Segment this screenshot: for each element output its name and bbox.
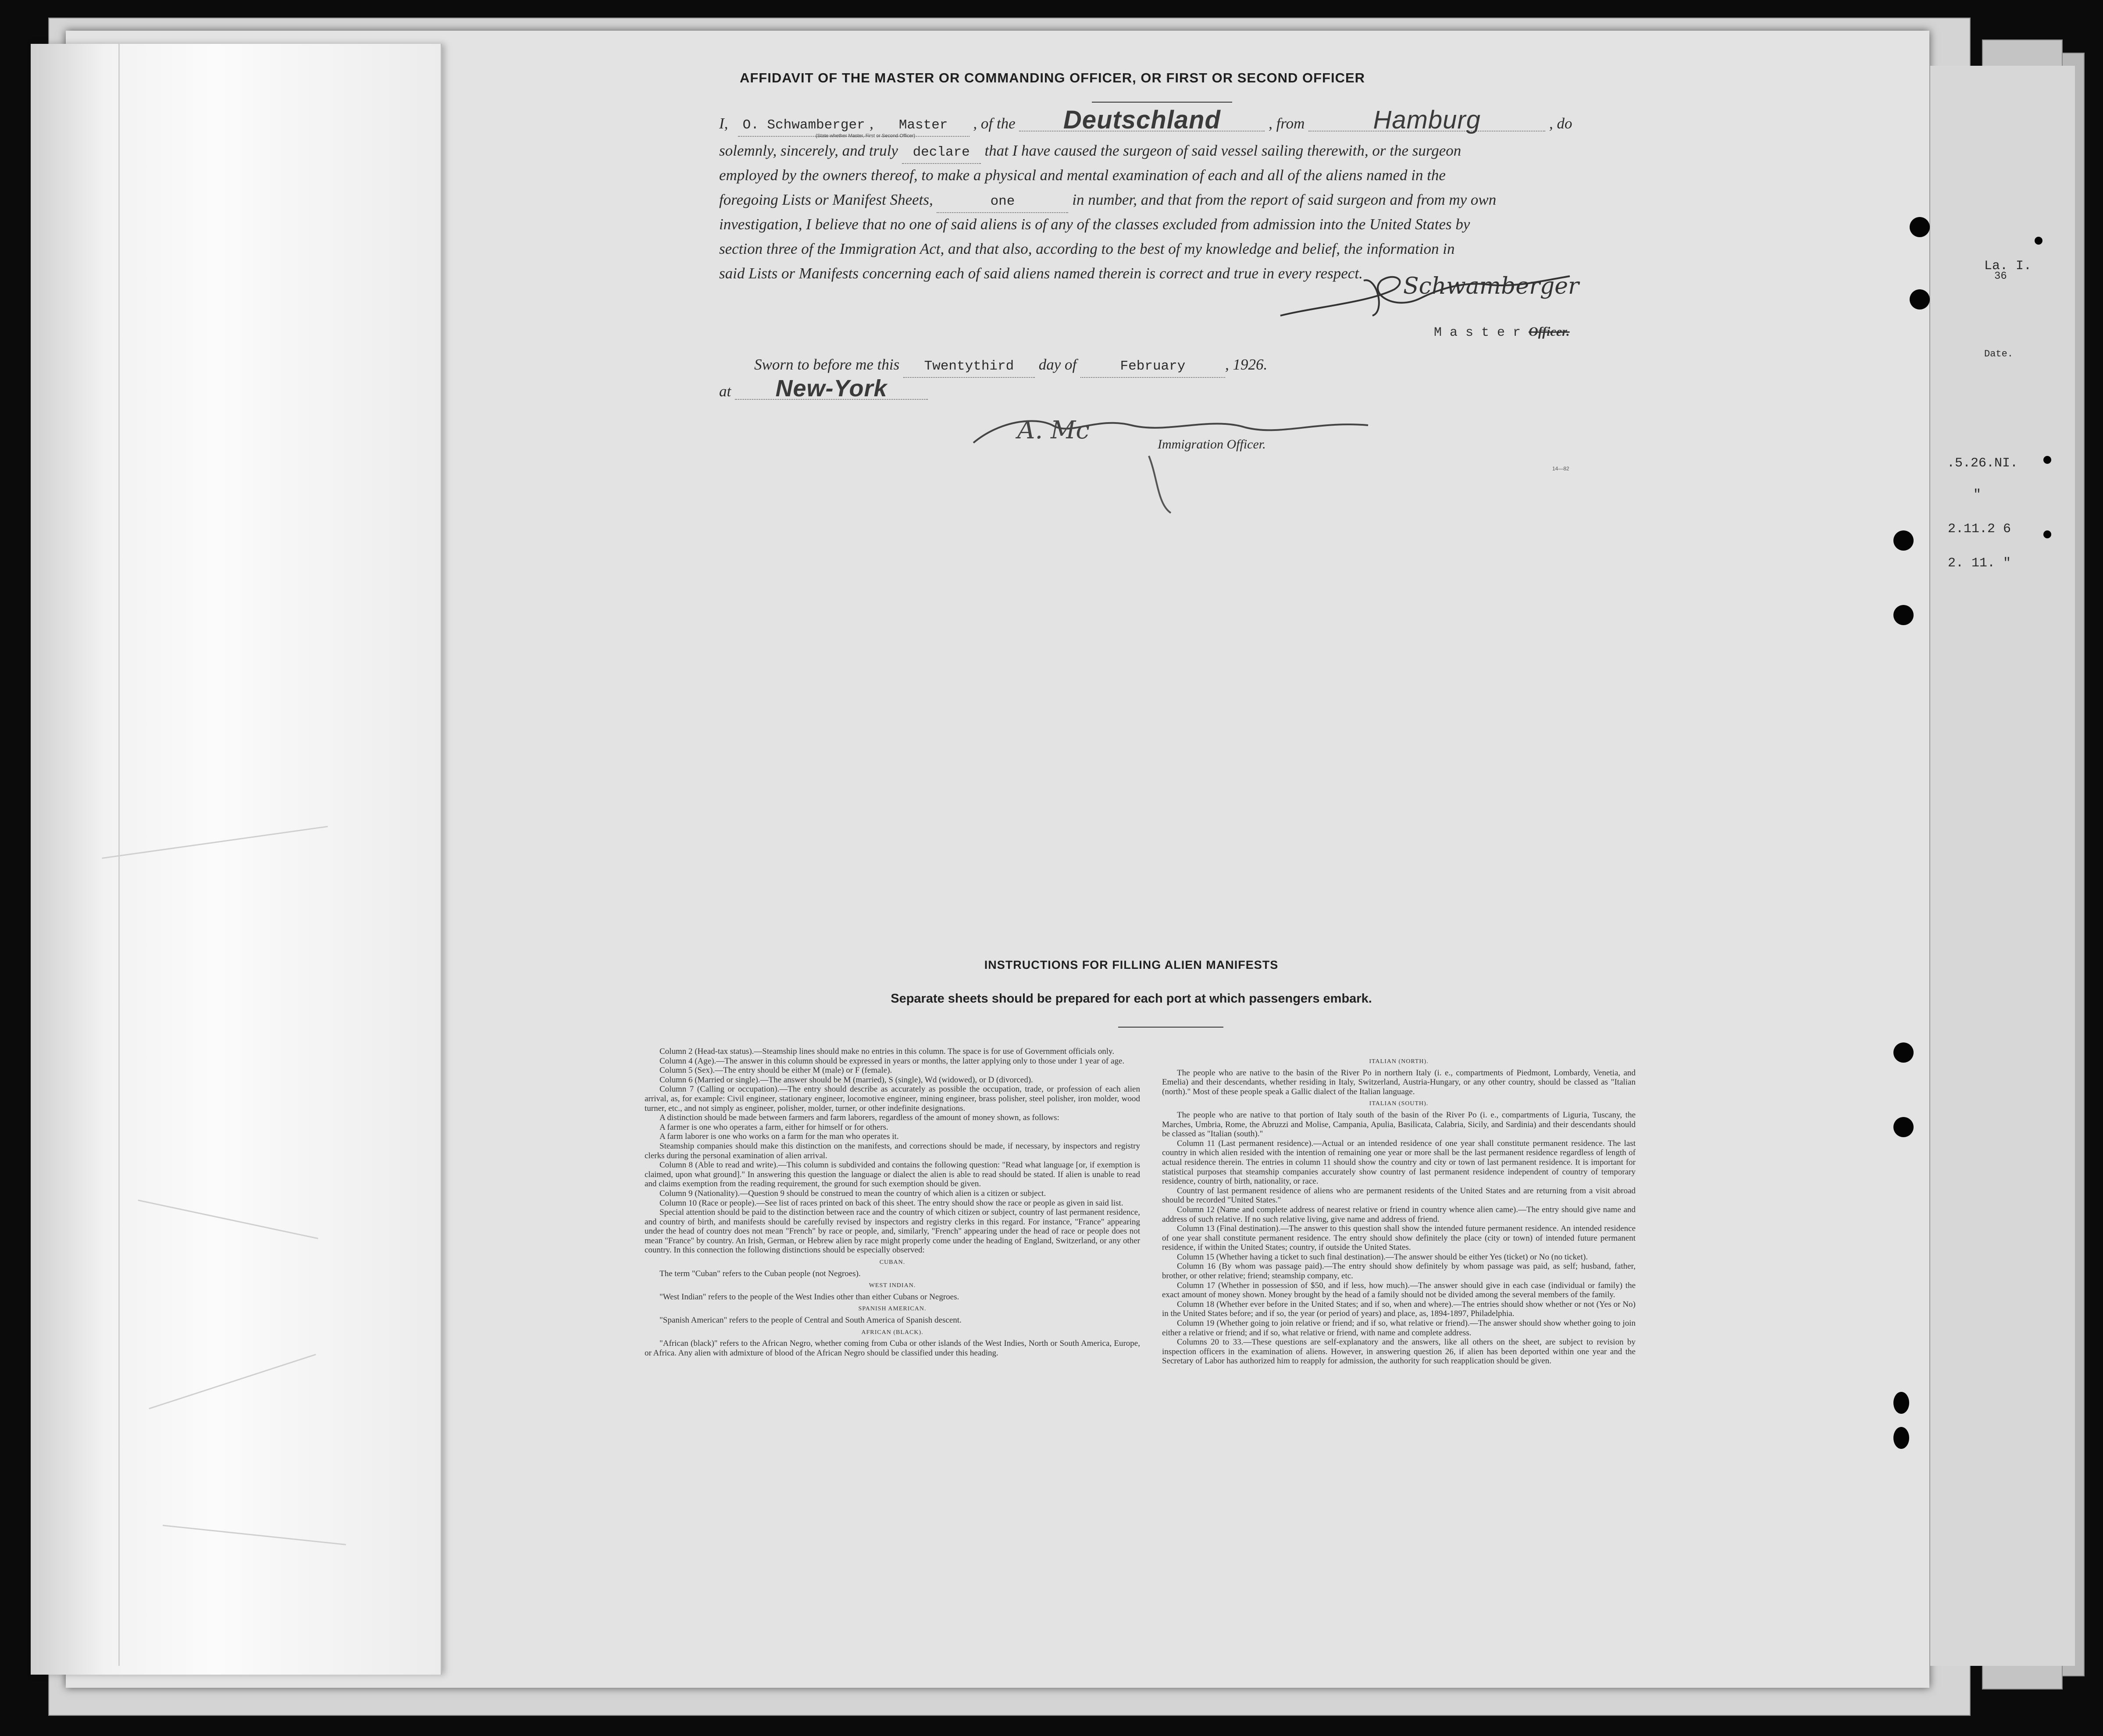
vessel-name-stamp: Deutschland — [1019, 110, 1265, 132]
master-signature — [1263, 263, 1596, 329]
sworn-place-line — [719, 375, 928, 402]
immigration-officer-title: Immigration Officer. — [1158, 437, 1266, 452]
tiny-form-mark: 14—82 — [1552, 466, 1569, 472]
punch-hole — [2035, 237, 2042, 245]
of-the-text: , of the — [973, 115, 1016, 132]
punch-hole — [2043, 530, 2051, 538]
sworn-place-stamp: New-York — [735, 378, 928, 400]
at-label: at — [719, 383, 731, 400]
instructions-title: INSTRUCTIONS FOR FILLING ALIEN MANIFESTS — [984, 958, 1279, 971]
instructions.right_paragraphs-paragraph: Country of last permanent residence of aliens who are permanent residents of the United States and are returning from a visit abroad should be recorded "United States." — [1162, 1186, 1636, 1205]
instructions.left_paragraphs-paragraph: A farm laborer is one who works on a farm for the man who operates it. — [659, 1132, 899, 1142]
port-stamp: Hamburg — [1308, 110, 1545, 132]
sworn-line — [754, 354, 1267, 378]
instructions-rule — [1118, 1027, 1223, 1028]
side-note: 2.11.2 6 — [1948, 522, 2011, 537]
section-heading: ITALIAN (NORTH). — [1369, 1058, 1429, 1065]
side-note: La. I. — [1984, 259, 2032, 274]
side-note: 2. 11. " — [1948, 556, 2011, 571]
signer-title — [1434, 324, 1570, 340]
section-text: "Spanish American" refers to the people of Central and South America of Spanish descent. — [659, 1316, 962, 1325]
instructions.right_paragraphs-paragraph: Columns 20 to 33.—These questions are self-explanatory and the answers, like all others on the sheet, are subject to revision by inspection officers in the examination of aliens. However, in answering question 26, if alien has been deported within one year and the Secretary of Labor has authorized him to reapply for admission, the authority for such reapplication should be given. — [1162, 1338, 1636, 1366]
section-text: The term "Cuban" refers to the Cuban people (not Negroes). — [659, 1269, 861, 1278]
punch-hole — [1910, 217, 1930, 237]
instructions.right_paragraphs-paragraph: Column 16 (By whom was passage paid).—The entry should show definitely by whom passage was paid, as self; husband, father, brother, or other relative; friend; steamship company, etc. — [1162, 1262, 1636, 1281]
rank-field: Master — [877, 115, 970, 137]
instructions.left_paragraphs-paragraph: Special attention should be paid to the distinction between race and the country of which citizen or subject, country of last permanent residence, and country of birth, and manifests should be carefully revised by inspectors and registry clerks in this regard. For instance, "France" appearing under the head of country does not mean "French" by race or people, and, similarly, "French" appearing under the head of race or people does not mean "France" by country. An Irish, German, or Hebrew alien by race might properly come under the heading of England, Switzerland, or any other country. In this connection the following distinctions should be especially observed: — [645, 1208, 1140, 1255]
sworn-month-field: February — [1080, 356, 1225, 378]
instructions.right_paragraphs-paragraph: Column 17 (Whether in possession of $50, and if less, how much).—The answer should give in each case (individual or family) the exact amount of money shown. Money brought by the head of a family should not be divided among the several members of the family. — [1162, 1281, 1636, 1300]
line4-text: foregoing Lists or Manifest Sheets, — [719, 191, 933, 208]
line4-text: in number, and that from the report of said surgeon and from my own — [1072, 191, 1497, 208]
sheet-count-field: one — [937, 191, 1068, 213]
punch-hole — [1893, 530, 1914, 551]
instructions.right_paragraphs-paragraph: Column 18 (Whether ever before in the United States; and if so, when and where).—The entries should show whether or not (Yes or No) in the United States before; and if so, the year (or period of years) and place, as, 1894-1897, Philadelphia. — [1162, 1299, 1636, 1319]
line2-text: that I have caused the surgeon of said vessel sailing therewith, or the surgeon — [984, 142, 1461, 159]
side-note: Date. — [1984, 349, 2014, 359]
title-rule — [1092, 102, 1232, 103]
immigration-officer-signature — [965, 403, 1386, 517]
instructions.right_paragraphs-paragraph: Column 13 (Final destination).—The answer to this question shall show the intended future permanent residence. An intended residence of one year shall constitute permanent residence. The entry should show definitely the place (city or town) of intended future permanent residence, if within the United States; country, if outside the United States. — [1162, 1224, 1636, 1252]
affidavit-line-6: section three of the Immigration Act, and that also, according to the best of my knowledge and belief, the information in — [719, 240, 1455, 257]
instructions.left_paragraphs-paragraph: Column 6 (Married or single).—The answer should be M (married), S (single), Wd (widowed), or D (divorced). — [659, 1075, 1033, 1085]
instructions-right-column — [1162, 1054, 1636, 1366]
affidavit-line-2 — [719, 140, 1461, 164]
section-text: The people who are native to the basin of the River Po in northern Italy (i. e., compartments of Piedmont, Lombardy, Venetia, and Emelia) and their descendants, whether residing in Italy, Switzerland, Austria-Hungary, or any other country, should be classed as "Italian (north)." Most of these people speak a Gallic dialect of the Italian language. — [1162, 1068, 1636, 1096]
punch-hole — [1910, 289, 1930, 309]
section-text: The people who are native to that portion of Italy south of the basin of the River Po (i. e., compartments of Liguria, Tuscany, the Marches, Umbria, Rome, the Abruzzi and Molise, Campania, Apulia, Basilicata, Calabria, Sicily, and Sardinia) and their descendants should be classed as "Italian (south)." — [1162, 1110, 1636, 1139]
officer-name-field: O. Schwamberger — [738, 115, 870, 137]
sworn-day-field: Twentythird — [903, 356, 1035, 378]
instructions.right_paragraphs-paragraph: Column 15 (Whether having a ticket to such final destination).—The answer should be either Yes (ticket) or No (no ticket). — [1177, 1252, 1588, 1262]
officer-signature-text: A. Mc — [1017, 416, 1090, 445]
sworn-text: day of — [1038, 356, 1077, 373]
instructions.left_paragraphs-paragraph: Column 9 (Nationality).—Question 9 should be construed to mean the country of which alien is a citizen or subject. — [659, 1188, 1046, 1198]
instructions.left_paragraphs-paragraph: Column 5 (Sex).—The entry should be either M (male) or F (female). — [659, 1066, 892, 1075]
rank-caption: (State whether Master, First or Second Officer) — [816, 133, 916, 139]
do-text: , do — [1549, 115, 1572, 132]
sworn-text: Sworn to before me this — [754, 356, 900, 373]
section-text: "African (black)" refers to the African Negro, whether coming from Cuba or other islands of the West Indies, North or South America, Europe, or Africa. Any alien with admixture of blood of the African Negro should be classified under this heading. — [645, 1339, 1140, 1358]
struck-title-text: Officer. — [1529, 324, 1570, 339]
instructions.left_paragraphs-paragraph: A distinction should be made between farmers and farm laborers, regardless of the amount of money shown, as follows: — [659, 1113, 1059, 1123]
declare-field: declare — [902, 142, 981, 164]
right-margin-strip — [1929, 66, 2075, 1666]
instructions-left-column — [645, 1047, 1140, 1358]
signer-title-text: M a s t e r — [1434, 325, 1521, 340]
punch-hole — [1893, 605, 1914, 625]
section-heading: AFRICAN (BLACK). — [861, 1329, 923, 1336]
instructions.left_paragraphs-paragraph: Column 10 (Race or people).—See list of races printed on back of this sheet. The entry should show the race or people as given in said list. — [659, 1198, 1123, 1208]
instructions.right_paragraphs-paragraph: Column 19 (Whether going to join relative or friend; and if so, what relative or friend).—The answer should show whether going to join either a relative or friend; and if so, what relative or friend, with name and complete address. — [1162, 1319, 1636, 1338]
line2-text: solemnly, sincerely, and truly — [719, 142, 898, 159]
instructions.left_paragraphs-paragraph: Steamship companies should make this distinction on the manifests, and corrections should be made, if necessary, by inspectors and registry clerks during the personal examination of alien arrival. — [645, 1141, 1140, 1160]
affidavit-line-5: investigation, I believe that no one of said aliens is of any of the classes excluded from admission into the United States by — [719, 216, 1470, 233]
instructions.left_paragraphs-paragraph: Column 4 (Age).—The answer in this column should be expressed in years or months, the latter applying only to those under 1 year of age. — [659, 1056, 1125, 1066]
from-text: , from — [1269, 115, 1305, 132]
affidavit-title: AFFIDAVIT OF THE MASTER OR COMMANDING OFFICER, OR FIRST OR SECOND OFFICER — [739, 70, 1365, 85]
instructions.right_paragraphs-paragraph: Column 12 (Name and complete address of nearest relative or friend in country whence alien came).—The entry should give name and address of such relative. If no such relative living, give name and address of friend. — [1162, 1205, 1636, 1224]
section-heading: CUBAN. — [879, 1259, 905, 1266]
instructions-subtitle: Separate sheets should be prepared for each port at which passengers embark. — [891, 992, 1372, 1006]
instructions.right_paragraphs-paragraph: Column 11 (Last permanent residence).—Actual or an intended residence of one year shall constitute permanent residence. The last country in which alien resided with the intention of remaining one year or more shall be the last permanent residence regardless of length of actual residence therein. The entries in column 11 should show the country and city or town of last permanent residence. It is important for statistical purposes that steamship companies accurately show country of last permanent residence independent of country of temporary residence, country of birth, nationality, or race. — [1162, 1138, 1636, 1186]
instructions.left_paragraphs-paragraph: Column 8 (Able to read and write).—This column is subdivided and contains the following question: "Read what language [or, if exemption is claimed, upon what ground]." In answering this question the language or dialect the alien is able to read should be stated. If alien is unable to read and claims exemption from the reading requirement, the ground for such exemption should be given. — [645, 1160, 1140, 1189]
affidavit-line-3: employed by the owners thereof, to make a physical and mental examination of each and all of the aliens named in the — [719, 167, 1446, 184]
section-heading: SPANISH AMERICAN. — [858, 1306, 927, 1313]
punch-hole — [2043, 456, 2051, 464]
punch-hole — [1893, 1117, 1914, 1137]
section-heading: WEST INDIAN. — [869, 1282, 916, 1289]
sworn-year-text: , 1926. — [1225, 356, 1268, 373]
folded-page-flap — [31, 44, 442, 1675]
i-label: I, — [719, 115, 728, 132]
affidavit-line-4 — [719, 189, 1496, 213]
side-note: 36 — [1994, 270, 2007, 282]
signature-text: Schwamberger — [1403, 273, 1579, 299]
instructions.left_paragraphs-paragraph: Column 2 (Head-tax status).—Steamship lines should make no entries in this column. The space is for use of Government officials only. — [659, 1047, 1115, 1056]
punch-hole — [1893, 1042, 1914, 1063]
instructions.left_paragraphs-paragraph: Column 7 (Calling or occupation).—The entry should describe as accurately as possible the occupation, trade, or profession of each alien arrival, as, for example: Civil engineer, stationary engineer, locomotive engineer, mining engineer, brass polisher, steel polisher, iron molder, wood turner, etc., and not simply as engineer, polisher, molder, turner, or other indefinite designations. — [645, 1085, 1140, 1113]
affidavit-line-7: said Lists or Manifests concerning each of said aliens named therein is correct and true in every respect. — [719, 265, 1363, 282]
punch-hole — [1893, 1427, 1909, 1449]
section-text: "West Indian" refers to the people of the West Indies other than either Cubans or Negroes. — [659, 1292, 959, 1302]
instructions.left_paragraphs-paragraph: A farmer is one who operates a farm, either for himself or for others. — [659, 1122, 888, 1132]
affidavit-line-1: I, O. Schwamberger , Master , of the Deutschland , from Hamburg , do — [719, 110, 1850, 137]
side-note: .5.26.NI. — [1947, 456, 2018, 471]
side-note: " — [1973, 487, 1982, 502]
section-heading: ITALIAN (SOUTH). — [1369, 1100, 1429, 1107]
punch-hole — [1893, 1392, 1909, 1414]
